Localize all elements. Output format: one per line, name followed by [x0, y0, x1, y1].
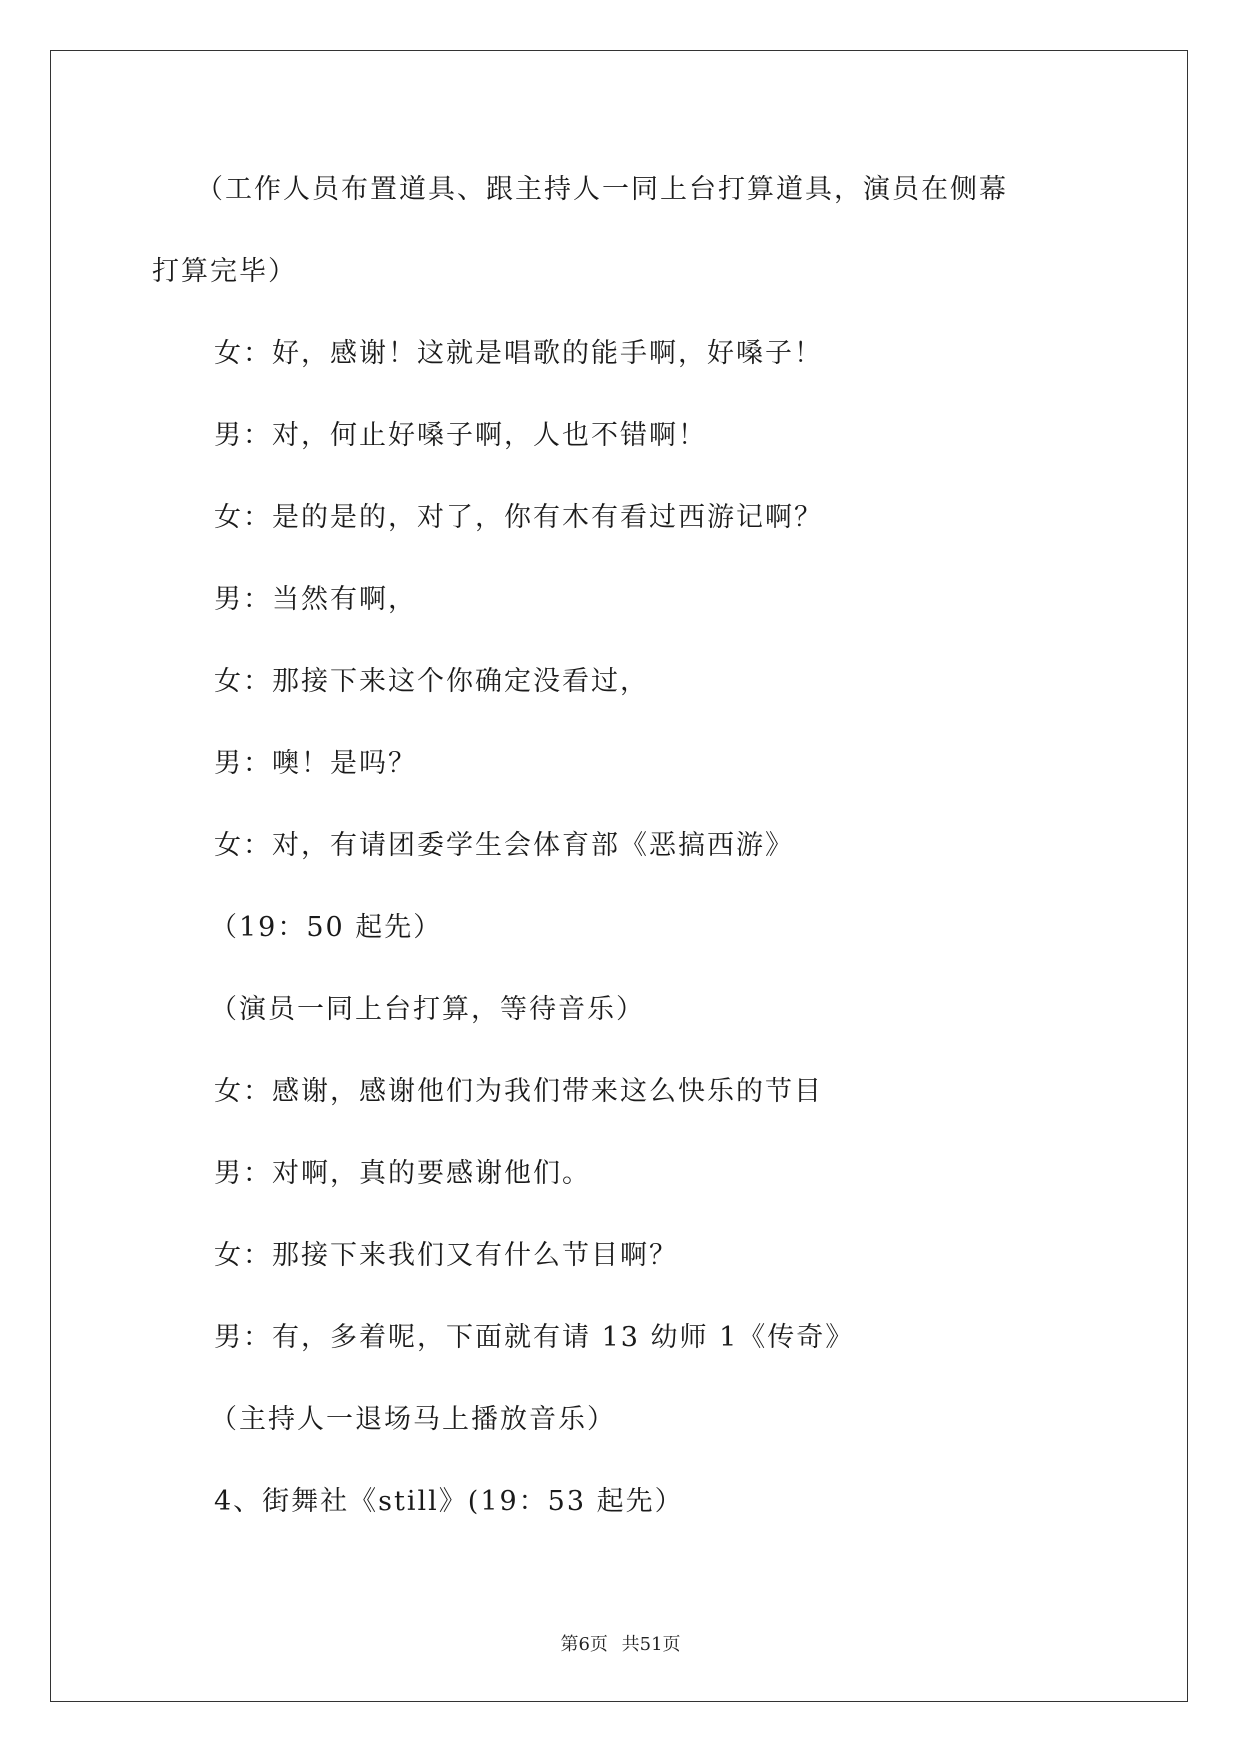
paragraph-15: 男：有，多着呢，下面就有请 13 幼师 1《传奇》: [214, 1322, 855, 1353]
paragraph-1: （工作人员布置道具、跟主持人一同上台打算道具，演员在侧幕: [196, 174, 1008, 205]
paragraph-3: 女：好，感谢！这就是唱歌的能手啊，好嗓子！: [214, 338, 823, 369]
paragraph-6: 男：当然有啊，: [214, 584, 417, 615]
paragraph-5: 女：是的是的，对了，你有木有看过西游记啊？: [214, 502, 823, 533]
paragraph-9: 女：对，有请团委学生会体育部《恶搞西游》: [214, 830, 794, 861]
page-total: 共51页: [621, 1634, 681, 1655]
paragraph-14: 女：那接下来我们又有什么节目啊？: [214, 1240, 678, 1271]
paragraph-13: 男：对啊，真的要感谢他们。: [214, 1158, 591, 1189]
paragraph-8: 男：噢！是吗？: [214, 748, 417, 779]
paragraph-11: （演员一同上台打算，等待音乐）: [210, 994, 645, 1025]
paragraph-7: 女：那接下来这个你确定没看过，: [214, 666, 649, 697]
page-border: [50, 50, 1188, 1702]
paragraph-17: 4、街舞社《still》(19：53 起先）: [214, 1486, 684, 1517]
paragraph-4: 男：对，何止好嗓子啊，人也不错啊！: [214, 420, 707, 451]
paragraph-10: （19：50 起先）: [210, 912, 443, 943]
paragraph-16: （主持人一退场马上播放音乐）: [210, 1404, 616, 1435]
paragraph-12: 女：感谢，感谢他们为我们带来这么快乐的节目: [214, 1076, 823, 1107]
page-number: 第6页: [560, 1634, 608, 1655]
paragraph-2: 打算完毕）: [152, 256, 297, 287]
page-footer: [0, 1630, 1241, 1656]
